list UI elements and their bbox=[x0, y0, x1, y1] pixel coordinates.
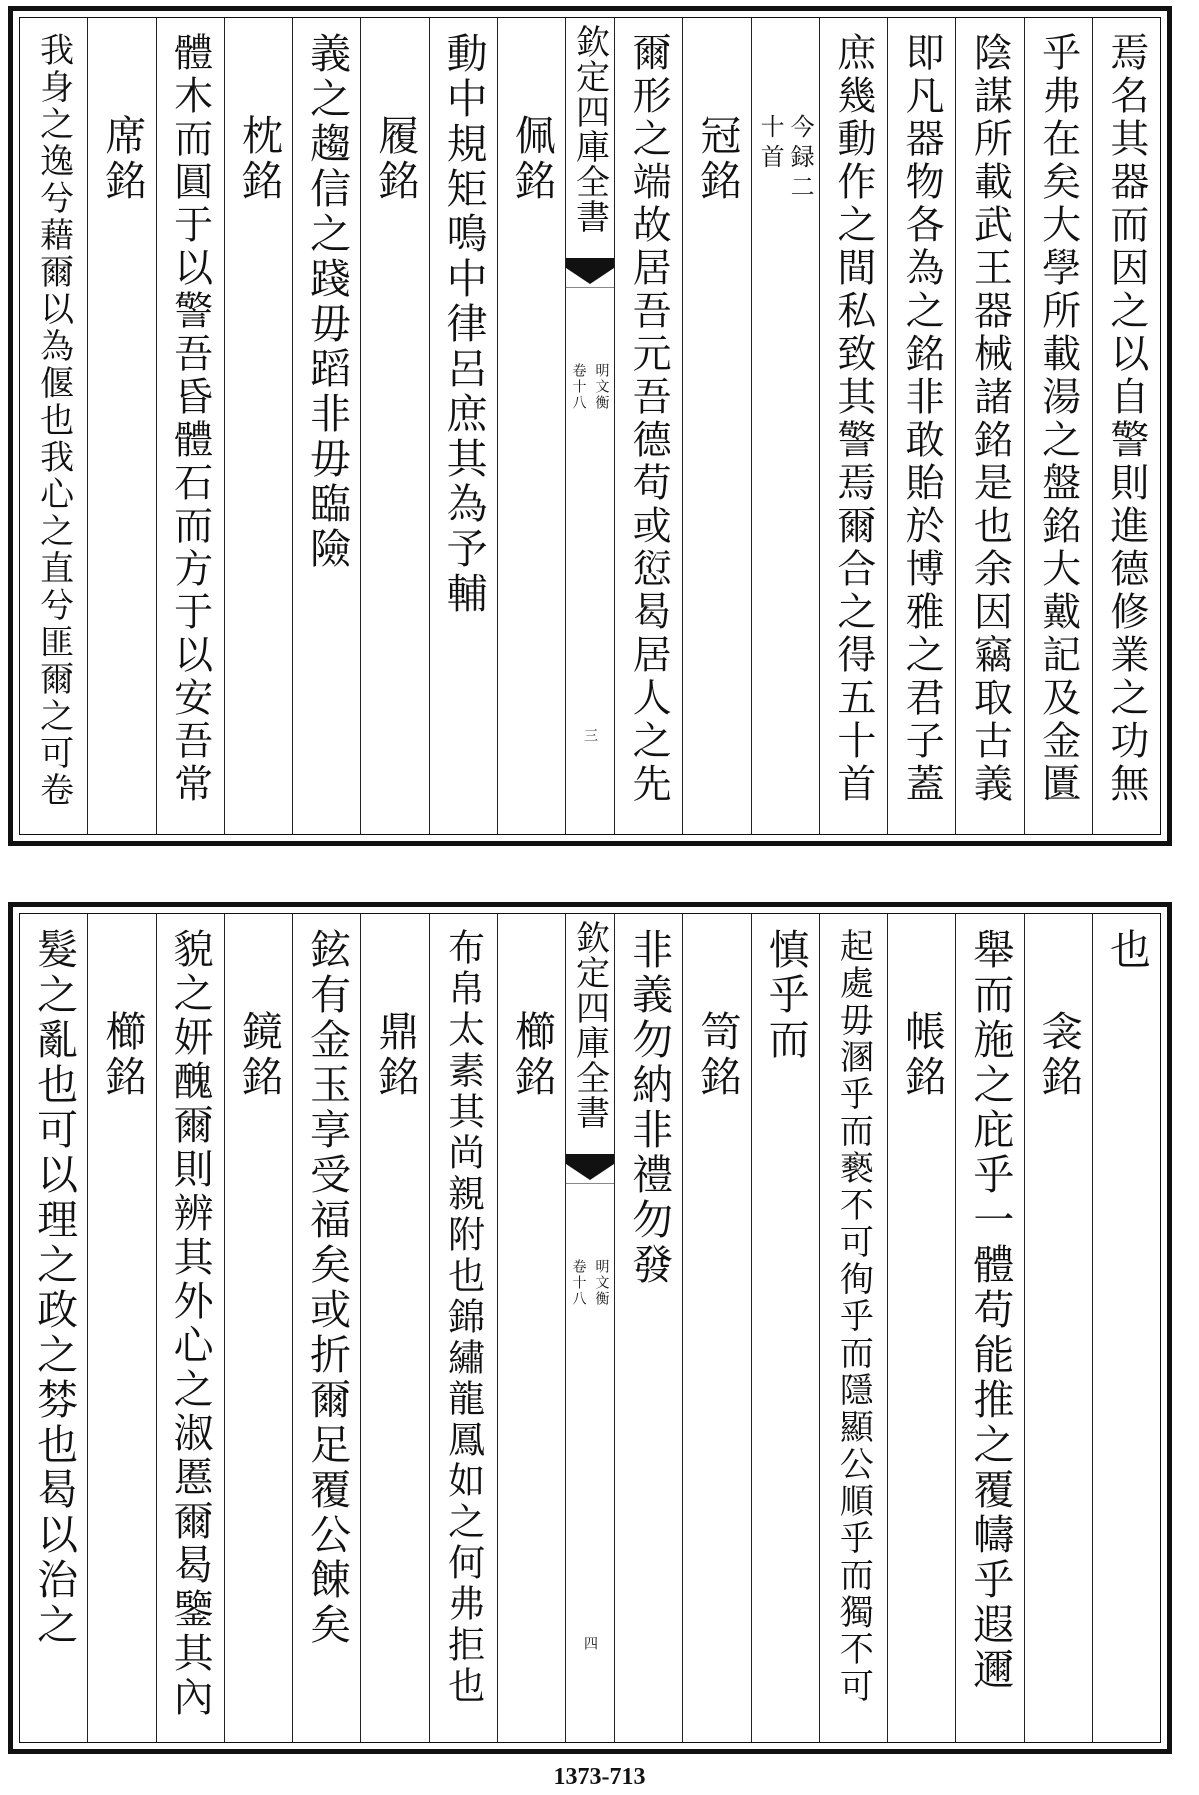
small-note bbox=[756, 114, 815, 204]
inscription-heading: 鏡銘 bbox=[234, 1010, 283, 1100]
column-text: 布帛太素其尚親附也錦繡龍鳳如之何弗拒也 bbox=[441, 928, 485, 1707]
upper-page-columns bbox=[20, 18, 1160, 834]
column-text: 慎乎而 bbox=[761, 928, 810, 1063]
small-note-line: 今録二 bbox=[786, 114, 815, 204]
upper-page-frame bbox=[19, 17, 1161, 835]
column-text: 也 bbox=[1102, 928, 1151, 973]
text-column bbox=[224, 18, 292, 834]
text-column bbox=[1092, 914, 1160, 1742]
lower-page-columns bbox=[20, 914, 1160, 1742]
inscription-heading: 枕銘 bbox=[234, 114, 283, 204]
inscription-heading: 冠銘 bbox=[693, 114, 742, 204]
text-column bbox=[360, 18, 428, 834]
text-column bbox=[497, 914, 565, 1742]
text-column bbox=[156, 18, 224, 834]
lower-page bbox=[8, 902, 1172, 1754]
column-text: 焉名其器而因之以自警則進德修業之功無 bbox=[1103, 32, 1149, 806]
volume-info-line: 卷十八 bbox=[570, 363, 587, 411]
book-title: 欽定四庫全書 bbox=[569, 920, 610, 1130]
upper-page bbox=[8, 6, 1172, 846]
column-text: 乎弗在矣大學所載湯之盤銘大戴記及金匱 bbox=[1035, 32, 1081, 806]
column-text: 庶幾動作之間私致其警焉爾合之得五十首 bbox=[830, 32, 876, 806]
column-text: 動中規矩鳴中律呂庶其為予輔 bbox=[439, 32, 488, 617]
page-identifier: 1373-713 bbox=[553, 1764, 646, 1790]
folio-number: 三 bbox=[582, 728, 598, 742]
text-column bbox=[429, 914, 497, 1742]
column-text: 義之趨信之踐毋蹈非毋臨險 bbox=[303, 32, 352, 572]
text-column bbox=[497, 18, 565, 834]
column-text: 即凡器物各為之銘非敢貽於博雅之君子蓋 bbox=[899, 32, 945, 806]
text-column bbox=[429, 18, 497, 834]
volume-info bbox=[569, 363, 612, 411]
text-column bbox=[955, 914, 1023, 1742]
column-text: 起處毋溷乎而褻不可徇乎而隱顯公順乎而獨不可 bbox=[833, 928, 874, 1705]
column-text: 非義勿納非禮勿發 bbox=[625, 928, 674, 1288]
inscription-heading: 鼎銘 bbox=[371, 1010, 420, 1100]
column-text: 我身之逸兮藉爾以為偃也我心之直兮匪爾之可卷 bbox=[33, 32, 74, 809]
text-column bbox=[955, 18, 1023, 834]
text-column bbox=[20, 18, 87, 834]
inscription-heading: 櫛銘 bbox=[507, 1010, 556, 1100]
lower-page-frame bbox=[19, 913, 1161, 1743]
text-column bbox=[887, 914, 955, 1742]
text-column bbox=[87, 914, 155, 1742]
volume-info-line: 明文衡 bbox=[593, 363, 610, 411]
text-column bbox=[682, 18, 750, 834]
text-column bbox=[614, 914, 682, 1742]
text-column bbox=[751, 18, 819, 834]
text-column bbox=[1092, 18, 1160, 834]
text-column bbox=[360, 914, 428, 1742]
text-column bbox=[887, 18, 955, 834]
text-column bbox=[292, 914, 360, 1742]
text-column bbox=[819, 914, 887, 1742]
text-column bbox=[292, 18, 360, 834]
text-column bbox=[751, 914, 819, 1742]
book-title: 欽定四庫全書 bbox=[569, 24, 610, 234]
inscription-heading: 履銘 bbox=[371, 114, 420, 204]
inscription-heading: 衾銘 bbox=[1034, 1010, 1083, 1100]
text-column bbox=[156, 914, 224, 1742]
inscription-heading: 笥銘 bbox=[693, 1010, 742, 1100]
inscription-heading: 帳銘 bbox=[898, 1010, 947, 1100]
volume-info-line: 卷十八 bbox=[570, 1259, 587, 1307]
column-text: 陰謀所載武王器械諸銘是也余因竊取古義 bbox=[967, 32, 1013, 806]
small-note-line: 十首 bbox=[756, 114, 785, 174]
fish-tail-mark-icon bbox=[566, 258, 614, 288]
text-column bbox=[224, 914, 292, 1742]
inscription-heading: 佩銘 bbox=[507, 114, 556, 204]
text-column bbox=[1024, 914, 1092, 1742]
text-column bbox=[1024, 18, 1092, 834]
column-text: 髮之亂也可以理之政之棼也曷以治之 bbox=[30, 928, 79, 1648]
column-text: 貌之妍醜爾則辨其外心之淑慝爾曷鑒其內 bbox=[167, 928, 214, 1720]
text-column bbox=[682, 914, 750, 1742]
volume-info-line: 明文衡 bbox=[593, 1259, 610, 1307]
volume-info bbox=[569, 1259, 612, 1307]
text-column bbox=[819, 18, 887, 834]
center-fold-column bbox=[565, 914, 614, 1742]
column-text: 舉而施之庇乎一體苟能推之覆幬乎遐邇 bbox=[966, 928, 1015, 1693]
fish-tail-mark-icon bbox=[566, 1154, 614, 1184]
column-text: 體木而圓于以警吾昏體石而方于以安吾常 bbox=[167, 32, 213, 806]
center-fold-column bbox=[565, 18, 614, 834]
column-text: 爾形之端故居吾元吾德苟或愆曷居人之先 bbox=[626, 32, 672, 806]
inscription-heading: 櫛銘 bbox=[98, 1010, 147, 1100]
column-text: 鉉有金玉享受福矣或折爾足覆公餗矣 bbox=[303, 928, 352, 1648]
text-column bbox=[87, 18, 155, 834]
inscription-heading: 席銘 bbox=[98, 114, 147, 204]
folio-number: 四 bbox=[582, 1636, 598, 1650]
text-column bbox=[20, 914, 87, 1742]
text-column bbox=[614, 18, 682, 834]
